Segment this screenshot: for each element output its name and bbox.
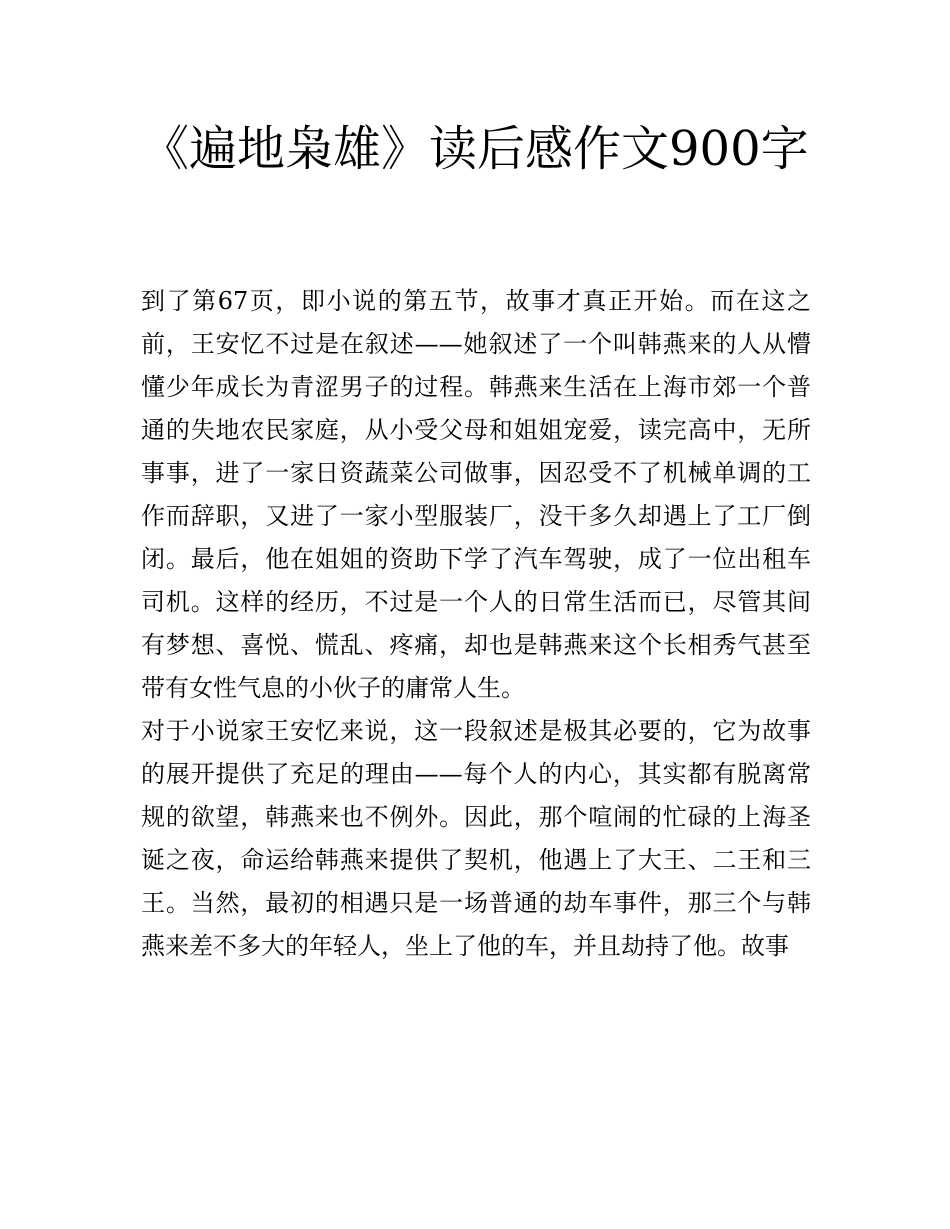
paragraph: 到了第67页，即小说的第五节，故事才真正开始。而在这之前，王安忆不过是在叙述——她叙述了一个叫韩燕来的人从懵懂少年成长为青涩男子的过程。韩燕来生活在上海市郊一个普通的失地农民家庭，从小受父母和姐姐宠爱，读完高中，无所事事，进了一家日资蔬菜公司做事，因忍受不了机械单调的工作而辞职，又进了一家小型服装厂，没干多久却遇上了工厂倒闭。最后，他在姐姐的资助下学了汽车驾驶，成了一位出租车司机。这样的经历，不过是一个人的日常生活而已，尽管其间有梦想、喜悦、慌乱、疼痛，却也是韩燕来这个长相秀气甚至带有女性气息的小伙子的庸常人生。 — [141, 287, 811, 702]
document-body — [141, 280, 811, 968]
paragraph: 对于小说家王安忆来说，这一段叙述是极其必要的，它为故事的展开提供了充足的理由——每个人的内心，其实都有脱离常规的欲望，韩燕来也不例外。因此，那个喧闹的忙碌的上海圣诞之夜，命运给韩燕来提供了契机，他遇上了大王、二王和三王。当然，最初的相遇只是一场普通的劫车事件，那三个与韩燕来差不多大的年轻人，坐上了他的车，并且劫持了他。故事 — [141, 717, 811, 960]
document-title: 《遍地枭雄》读后感作文900字 — [141, 121, 809, 177]
